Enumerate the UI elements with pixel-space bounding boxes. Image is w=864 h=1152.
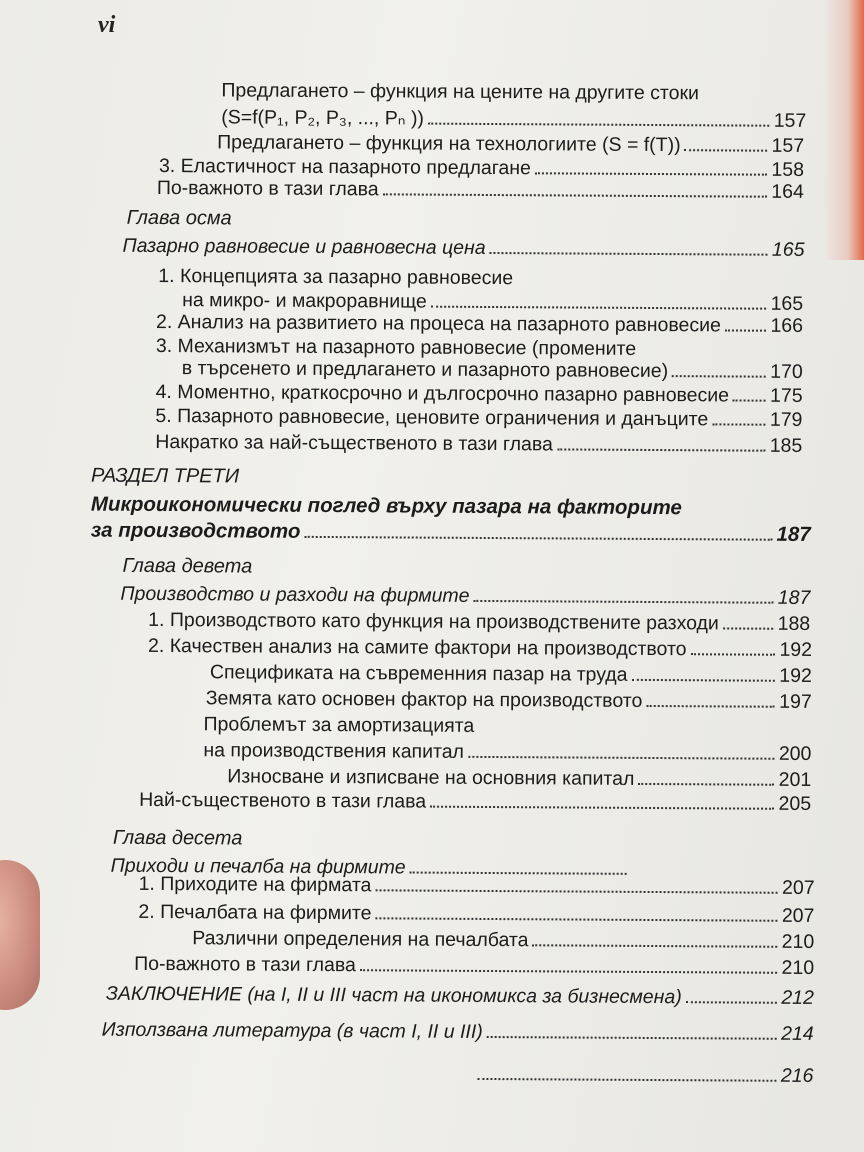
toc-entry-title: 2. Печалбата на фирмите — [138, 900, 372, 925]
leader-dots — [304, 536, 772, 541]
leader-dots — [638, 783, 774, 786]
chapter-number: Глава осма — [126, 206, 232, 230]
leader-dots — [733, 399, 766, 401]
chapter-title: Пазарно равновесие и равновесна цена — [122, 234, 486, 259]
section-title-line: Микроикономически поглед върху пазара на факторите — [90, 492, 682, 520]
toc-entry-title: в търсенето и предлагането и пазарното равновесие) — [181, 357, 669, 383]
toc-entry-title: 1. Концепцията за пазарно равновесие — [158, 264, 514, 290]
chapter-heading — [122, 555, 522, 580]
toc-entry-page: 207 — [781, 904, 815, 927]
toc-entry-title: Най-същественото в тази глава — [139, 788, 427, 813]
toc-entry — [156, 311, 803, 338]
toc-entry-title: Проблемът за амортизацията — [203, 713, 475, 737]
toc-entry — [192, 927, 814, 954]
toc-entry-page: 188 — [777, 612, 811, 635]
toc-entry — [473, 1063, 813, 1088]
leader-dots — [490, 252, 768, 256]
leader-dots — [360, 969, 778, 974]
leader-dots — [725, 329, 767, 331]
toc-entry-page: 157 — [771, 134, 805, 157]
toc-entry-page: 185 — [769, 434, 803, 457]
leader-dots — [375, 917, 777, 921]
toc-entry-page: 166 — [770, 314, 804, 337]
toc-entry — [206, 687, 812, 714]
leader-dots — [672, 375, 766, 378]
toc-entry-title: 5. Пазарното равновесие, ценовите ограничения и данъците — [155, 404, 709, 431]
toc-entry-title: Използвана литература (в част I, II и III) — [101, 1018, 483, 1043]
toc-entry — [221, 79, 781, 105]
leader-dots — [632, 679, 776, 682]
toc-entry — [91, 519, 811, 547]
leader-dots — [686, 1001, 778, 1004]
toc-entry — [102, 1019, 814, 1046]
toc-entry — [148, 635, 812, 662]
toc-entry-page: 205 — [778, 792, 812, 815]
toc-entry — [106, 983, 814, 1010]
leader-dots — [474, 600, 774, 604]
chapter-heading — [127, 207, 527, 232]
leader-dots — [535, 172, 768, 175]
leader-dots — [468, 756, 775, 760]
toc-entry-page: 192 — [779, 638, 813, 661]
toc-entry — [158, 265, 718, 291]
leader-dots — [646, 705, 775, 708]
leader-dots — [430, 806, 774, 810]
leader-dots — [685, 149, 768, 152]
section-heading — [91, 465, 491, 490]
toc-entry-title: 1. Производството като функция на производствените разходи — [148, 608, 719, 635]
chapter-heading — [113, 827, 513, 852]
toc-entry-title: Износване и изписване на основния капитал — [227, 765, 635, 790]
toc-entry-page: 207 — [781, 876, 815, 899]
leader-dots — [477, 1078, 776, 1082]
toc-entry-title: Накратко за най-същественото в тази глава — [155, 430, 553, 456]
toc-entry-title: Спецификата на съвременния пазар на труда — [209, 661, 628, 686]
toc-entry-title: на микро- и макроравнище — [182, 289, 427, 313]
leader-dots — [431, 306, 767, 310]
chapter-number: Глава десета — [112, 826, 243, 850]
leader-dots — [557, 448, 766, 451]
toc-entry — [155, 431, 802, 458]
leader-dots — [487, 1036, 777, 1040]
toc-entry — [227, 765, 811, 792]
toc-entry-title: Предлагането – функция на технологиите (S = f(T)) — [217, 131, 681, 157]
toc-entry-title: ЗАКЛЮЧЕНИЕ (на I, II и III част на икономикса за бизнесмена) — [105, 982, 682, 1009]
toc-entry-title: (S=f(P₁, P₂, P₃, ..., Pₙ )) — [221, 106, 425, 130]
toc-entry — [155, 405, 802, 432]
toc-entry-page: 179 — [769, 408, 803, 431]
toc-entry-title: 3. Механизмът на пазарното равновесие (промените — [155, 334, 637, 360]
toc-entry-page: 210 — [781, 956, 815, 979]
toc-entry-page: 216 — [780, 1064, 814, 1087]
toc-entry-page: 200 — [778, 742, 812, 765]
leader-dots — [691, 653, 776, 656]
toc-entry — [182, 357, 803, 384]
toc-entry-page: 158 — [771, 158, 805, 181]
toc-entry — [139, 789, 811, 816]
toc-entry-page: 212 — [781, 986, 814, 1009]
section-title-line: за производството — [90, 518, 301, 543]
toc-entry — [122, 235, 804, 262]
toc-entry-title: Различни определения на печалбата — [192, 927, 529, 952]
toc-entry-page: 157 — [773, 109, 807, 132]
chapter-number: Глава девета — [122, 554, 253, 578]
toc-entry-title: Предлагането – функция на цените на другите стоки — [221, 79, 699, 105]
toc-entry-page: 197 — [779, 690, 812, 713]
toc-entry-page: 170 — [770, 360, 803, 383]
toc-entry-page: 214 — [781, 1022, 814, 1045]
toc-entry — [204, 713, 704, 739]
leader-dots — [383, 193, 768, 197]
toc-entry — [156, 381, 803, 408]
toc-entry-page: 175 — [769, 384, 803, 407]
toc-entry — [139, 873, 815, 900]
chapter-title: Приходи и печалба на фирмите — [110, 854, 406, 879]
toc-entry-title: 2. Качествен анализ на самите фактори на производството — [147, 634, 687, 661]
toc-entry-page: 187 — [777, 586, 811, 609]
toc-entry-page: 164 — [771, 180, 804, 203]
toc-entry-page: 165 — [770, 292, 804, 315]
toc-entry — [210, 661, 812, 688]
toc-entry — [217, 131, 804, 158]
leader-dots — [532, 944, 777, 947]
toc-entry-title: на производствения капитал — [203, 739, 465, 763]
toc-entry-title: 3. Еластичност на пазарното предлагане — [158, 154, 531, 180]
leader-dots — [375, 889, 778, 893]
page-folio: vi — [98, 12, 116, 38]
toc-entry — [138, 901, 814, 928]
leader-dots — [723, 627, 774, 629]
toc-entry-page: 210 — [781, 930, 815, 953]
toc-entry-title: 4. Моментно, краткосрочно и дългосрочно пазарно равновесие — [155, 380, 730, 407]
toc-entry-title: По-важното в тази глава — [134, 952, 356, 977]
toc-entry — [148, 609, 810, 636]
toc-entry-title: По-важното в тази глава — [156, 176, 379, 201]
toc-entry-page: 187 — [776, 522, 811, 546]
chapter-title: Производство и разходи на фирмите — [120, 582, 470, 607]
toc-entry — [221, 105, 806, 133]
toc-entry-title: 2. Анализ на развитието на процеса на пазарното равновесие — [155, 310, 721, 337]
toc-entry-page: 201 — [778, 768, 812, 791]
toc-entry-page: 192 — [779, 664, 812, 687]
leader-dots — [428, 123, 770, 127]
toc-entry — [120, 583, 810, 610]
toc-entry — [157, 177, 804, 204]
section-title — [91, 493, 791, 521]
leader-dots — [712, 423, 766, 425]
toc-entry — [134, 953, 814, 980]
toc-entry-page: 165 — [771, 238, 805, 261]
section-number: РАЗДЕЛ ТРЕТИ — [91, 464, 240, 488]
toc-entry — [203, 739, 811, 766]
toc-entry-title: Земята като основен фактор на производството — [205, 687, 643, 712]
toc-entry-title: 1. Приходите на фирмата — [138, 872, 372, 897]
